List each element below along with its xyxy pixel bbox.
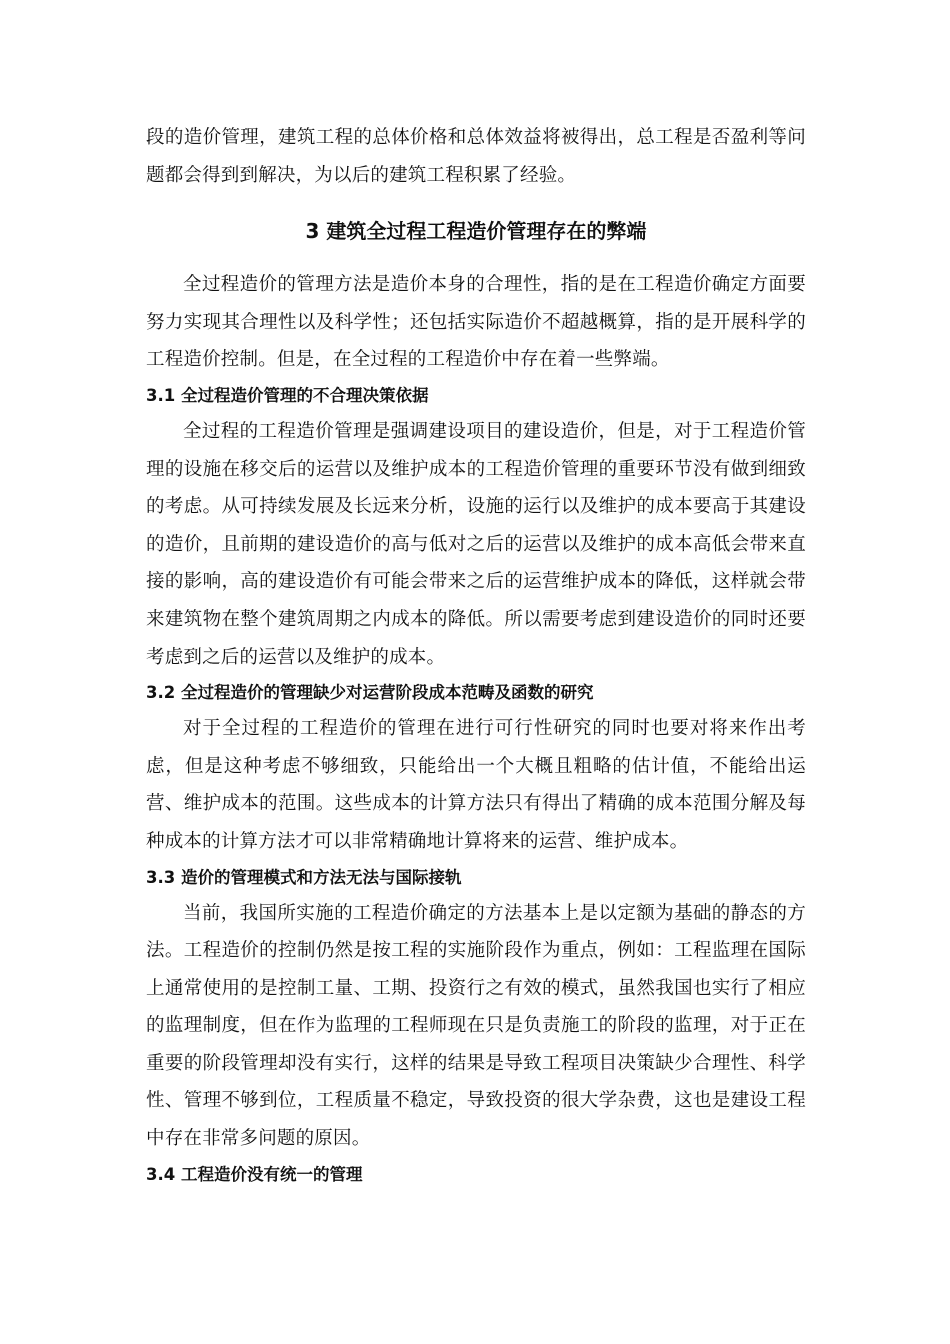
section-body-3-2: 对于全过程的工程造价的管理在进行可行性研究的同时也要对将来作出考虑，但是这种考虑不够细致，只能给出一个大概且粗略的估计值，不能给出运营、维护成本的范围。这些成本的计算方法只有得出了精确的成本范围分解及每种成本的计算方法才可以非常精确地计算将来的运营、维护成本。	[146, 718, 806, 852]
chapter-intro-paragraph: 全过程造价的管理方法是造价本身的合理性，指的是在工程造价确定方面要努力实现其合理性以及科学性；还包括实际造价不超越概算，指的是开展科学的工程造价控制。但是，在全过程的工程造价中存在着一些弊端。	[146, 274, 806, 371]
section-body-3-1: 全过程的工程造价管理是强调建设项目的建设造价，但是，对于工程造价管理的设施在移交后的运营以及维护成本的工程造价管理的重要环节没有做到细致的考虑。从可持续发展及长远来分析，设施的运行以及维护的成本要高于其建设的造价，且前期的建设造价的高与低对之后的运营以及维护的成本高低会带来直接的影响，高的建设造价有可能会带来之后的运营维护成本的降低，这样就会带来建筑物在整个建筑周期之内成本的降低。所以需要考虑到建设造价的同时还要考虑到之后的运营以及维护的成本。	[146, 420, 806, 668]
section-body-3-3: 当前，我国所实施的工程造价确定的方法基本上是以定额为基础的静态的方法。工程造价的控制仍然是按工程的实施阶段作为重点，例如：工程监理在国际上通常使用的是控制工量、工期、投资行之有效的模式，虽然我国也实行了相应的监理制度，但在作为监理的工程师现在只是负责施工的阶段的监理，对于正在重要的阶段管理却没有实行，这样的结果是导致工程项目决策缺少合理性、科学性、管理不够到位，工程质量不稳定，导致投资的很大学杂费，这也是建设工程中存在非常多问题的原因。	[146, 902, 806, 1150]
section-heading-3-3: 3.3 造价的管理模式和方法无法与国际接轨	[146, 867, 462, 887]
section-heading-3-1: 3.1 全过程造价管理的不合理决策依据	[146, 385, 429, 405]
page-content	[146, 119, 806, 1192]
section-heading-3-2: 3.2 全过程造价的管理缺少对运营阶段成本范畴及函数的研究	[146, 683, 594, 703]
section-heading-3-4: 3.4 工程造价没有统一的管理	[146, 1164, 363, 1184]
continuation-paragraph: 段的造价管理，建筑工程的总体价格和总体效益将被得出，总工程是否盈利等问题都会得到到解决，为以后的建筑工程积累了经验。	[146, 127, 806, 186]
chapter-title: 3 建筑全过程工程造价管理存在的弊端	[305, 219, 647, 244]
